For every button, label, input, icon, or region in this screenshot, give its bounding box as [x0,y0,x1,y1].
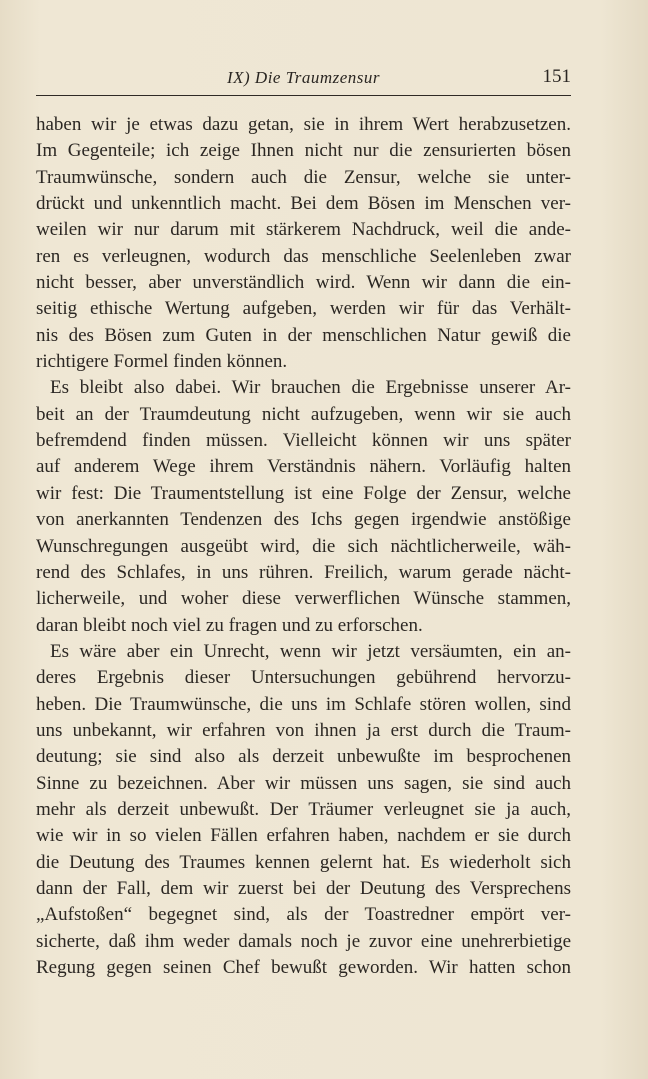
text-line: sicherte, daß ihm weder damals noch je zuvor eine unehrerbietige [36,930,571,952]
text-line: befremdend finden müssen. Vielleicht können wir uns später [36,430,571,452]
text-line: richtigere Formel finden können. [36,351,288,373]
text-line: dann der Fall, dem wir zuerst bei der Deutung des Versprechens [36,877,571,899]
text-line: weilen wir nur darum mit stärkerem Nachdruck, weil die ande- [36,219,571,241]
text-line: uns unbekannt, wir erfahren von ihnen ja erst durch die Traum- [36,719,571,741]
running-title: IX) Die Traumzensur [226,68,381,87]
text-line: rend des Schlafes, in uns rühren. Freilich, warum gerade nächt- [36,561,571,583]
text-line: auf anderem Wege ihrem Verständnis nähern. Vorläufig halten [36,456,571,478]
text-line: drückt und unkenntlich macht. Bei dem Bösen im Menschen ver- [36,193,571,215]
page-number: 151 [542,66,571,87]
text-line: Sinne zu bezeichnen. Aber wir müssen uns sagen, sie sind auch [36,772,571,794]
text-line: Traumwünsche, sondern auch die Zensur, welche sie unter- [36,166,571,188]
text-line: haben wir je etwas dazu getan, sie in ihrem Wert herabzusetzen. [36,114,571,135]
text-line: wie wir in so vielen Fällen erfahren haben, nachdem er sie durch [36,825,571,847]
text-line: nicht besser, aber unverständlich wird. Wenn wir dann die ein- [36,272,571,294]
text-line: die Deutung des Traumes kennen gelernt hat. Es wiederholt sich [36,851,571,873]
text-line: deres Ergebnis dieser Untersuchungen gebührend hervorzu- [36,667,571,689]
text-line: ren es verleugnen, wodurch das menschliche Seelenleben zwar [36,245,571,267]
text-line: Es bleibt also dabei. Wir brauchen die Ergebnisse unserer Ar- [50,377,571,399]
text-line: „Aufstoßen“ begegnet sind, als der Toastredner empört ver- [36,904,571,926]
text-line: beit an der Traumdeutung nicht aufzugeben, wenn wir sie auch [36,403,571,425]
text-line: Es wäre aber ein Unrecht, wenn wir jetzt versäumten, ein an- [50,640,571,662]
text-line: Wunschregungen ausgeübt wird, die sich nächtlicherweile, wäh- [36,535,571,557]
text-line: seitig ethische Wertung aufgeben, werden wir für das Verhält- [36,298,571,320]
header-rule [36,95,571,96]
text-line: von anerkannten Tendenzen des Ichs gegen irgendwie anstößige [36,509,571,531]
body-text [36,112,571,981]
text-line: nis des Bösen zum Guten in der menschlichen Natur gewiß die [36,324,571,346]
text-line: Regung gegen seinen Chef bewußt geworden. Wir hatten schon [36,957,571,978]
page-header [36,66,571,92]
text-line: Im Gegenteile; ich zeige Ihnen nicht nur die zensurierten bösen [36,140,571,162]
text-line: daran bleibt noch viel zu fragen und zu erforschen. [36,614,423,636]
text-line: mehr als derzeit unbewußt. Der Träumer verleugnet sie ja auch, [36,798,571,820]
text-line: wir fest: Die Traumentstellung ist eine Folge der Zensur, welche [36,482,571,504]
text-line: heben. Die Traumwünsche, die uns im Schlafe stören wollen, sind [36,693,571,715]
text-line: licherweile, und woher diese verwerflichen Wünsche stammen, [36,588,571,610]
text-line: deutung; sie sind also als derzeit unbewußte im besprochenen [36,746,571,768]
